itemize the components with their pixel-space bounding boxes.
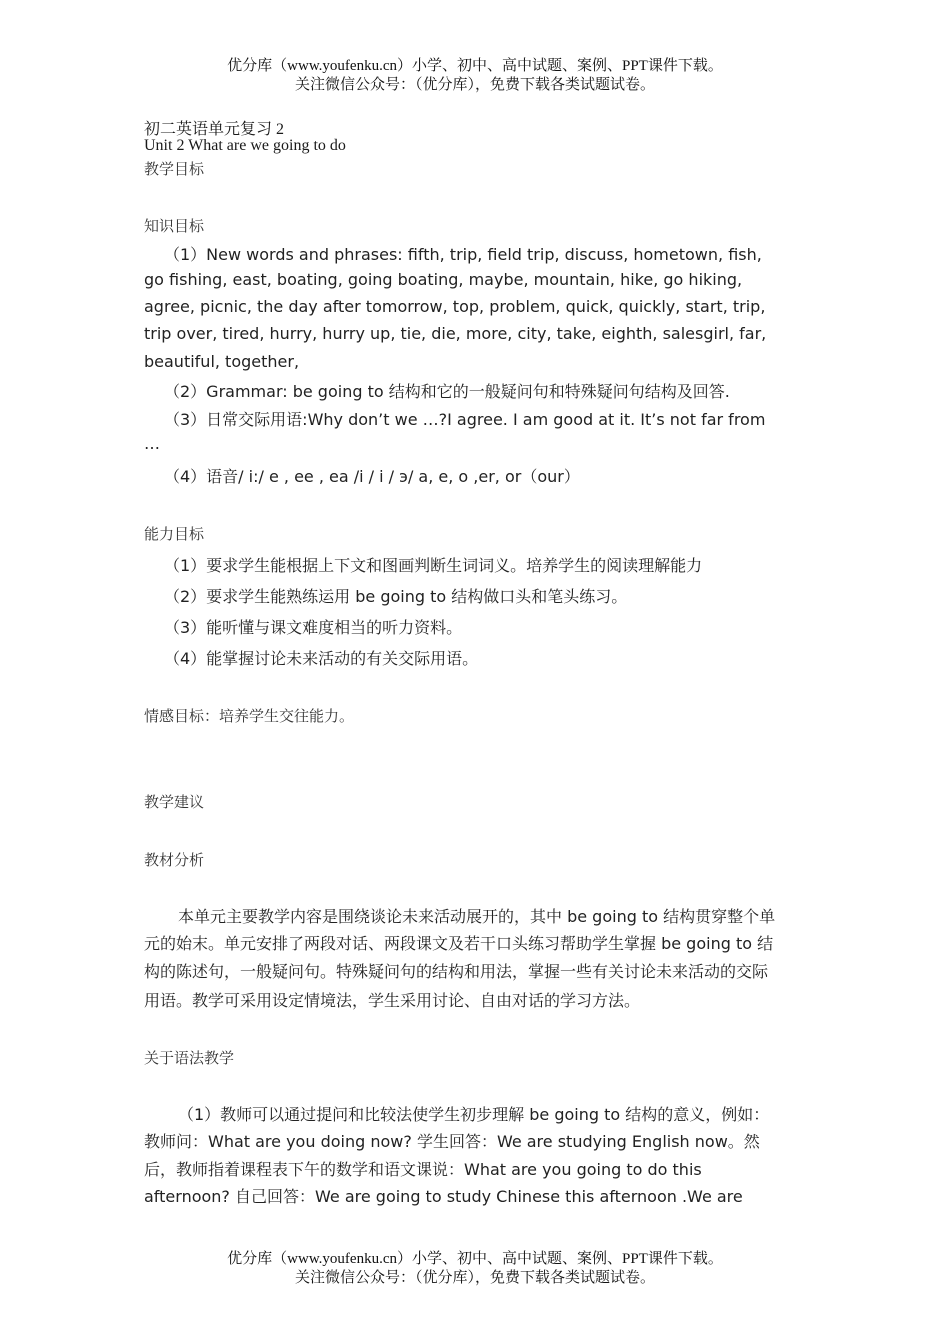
header-line-2: 关注微信公众号：（优分库），免费下载各类试题试卷。: [294, 77, 655, 93]
ability-item-3: （3）能听懂与课文难度相当的听力资料。: [164, 618, 463, 637]
unit-title: Unit 2 What are we going to do: [144, 137, 346, 154]
ability-goals-heading: 能力目标: [144, 525, 205, 543]
material-analysis-heading: 教材分析: [144, 851, 205, 869]
document-body: [144, 0, 814, 1344]
doc-title: 初二英语单元复习 2: [144, 121, 285, 138]
analysis-line-2: 元的始末。单元安排了两段对话、两段课文及若干口头练习帮助学生掌握 be going to 结: [144, 934, 774, 953]
knowledge-item-3-line-1: （3）日常交际用语:Why don’t we …?I agree. I am good at it. It’s not far from: [164, 410, 766, 429]
grammar-line-1: （1）教师可以通过提问和比较法使学生初步理解 be going to 结构的意义，例如：: [178, 1105, 770, 1124]
ability-item-1: （1）要求学生能根据上下文和图画判断生词词义。培养学生的阅读理解能力: [164, 556, 703, 575]
page-footer: [0, 1250, 950, 1288]
knowledge-item-3-line-2: …: [144, 434, 160, 453]
grammar-line-4: afternoon? 自己回答：We are going to study Chinese this afternoon .We are: [144, 1187, 743, 1206]
teaching-advice-heading: 教学建议: [144, 793, 205, 811]
footer-line-2: 关注微信公众号：（优分库），免费下载各类试题试卷。: [294, 1270, 655, 1286]
teaching-goals-heading: 教学目标: [144, 160, 205, 178]
knowledge-item-1-line-5: beautiful, together,: [144, 352, 300, 371]
knowledge-goals-heading: 知识目标: [144, 217, 205, 235]
grammar-line-2: 教师问：What are you doing now? 学生回答：We are studying English now。然: [144, 1132, 760, 1151]
knowledge-item-1-line-4: trip over, tired, hurry, hurry up, tie, die, more, city, take, eighth, salesgirl, far,: [144, 324, 767, 343]
knowledge-item-1-line-3: agree, picnic, the day after tomorrow, top, problem, quick, quickly, start, trip,: [144, 297, 766, 316]
knowledge-item-2: （2）Grammar: be going to 结构和它的一般疑问句和特殊疑问句结构及回答.: [164, 382, 730, 401]
analysis-line-4: 用语。教学可采用设定情境法，学生采用讨论、自由对话的学习方法。: [144, 991, 641, 1010]
ability-item-2: （2）要求学生能熟练运用 be going to 结构做口头和笔头练习。: [164, 587, 628, 606]
header-line-1: 优分库（www.youfenku.cn）小学、初中、高中试题、案例、PPT课件下载。: [227, 58, 723, 74]
emotion-goal: 情感目标：培养学生交往能力。: [144, 707, 355, 725]
analysis-line-1: 本单元主要教学内容是围绕谈论未来活动展开的，其中 be going to 结构贯穿整个单: [178, 907, 776, 926]
knowledge-item-1-line-2: go fishing, east, boating, going boating, maybe, mountain, hike, go hiking,: [144, 270, 743, 289]
grammar-line-3: 后，教师指着课程表下午的数学和语文课说：What are you going to do this: [144, 1160, 702, 1179]
ability-item-4: （4）能掌握讨论未来活动的有关交际用语。: [164, 649, 479, 668]
knowledge-item-1-line-1: （1）New words and phrases: fifth, trip, field trip, discuss, hometown, fish,: [164, 245, 762, 264]
grammar-teaching-heading: 关于语法教学: [144, 1049, 235, 1067]
knowledge-item-4: （4）语音/ i:/ e , ee , ea /i / i / э/ a, e, o ,er, or（our）: [164, 467, 580, 486]
analysis-line-3: 构的陈述句，一般疑问句。特殊疑问句的结构和用法，掌握一些有关讨论未来活动的交际: [144, 962, 769, 981]
footer-line-1: 优分库（www.youfenku.cn）小学、初中、高中试题、案例、PPT课件下载。: [227, 1251, 723, 1267]
